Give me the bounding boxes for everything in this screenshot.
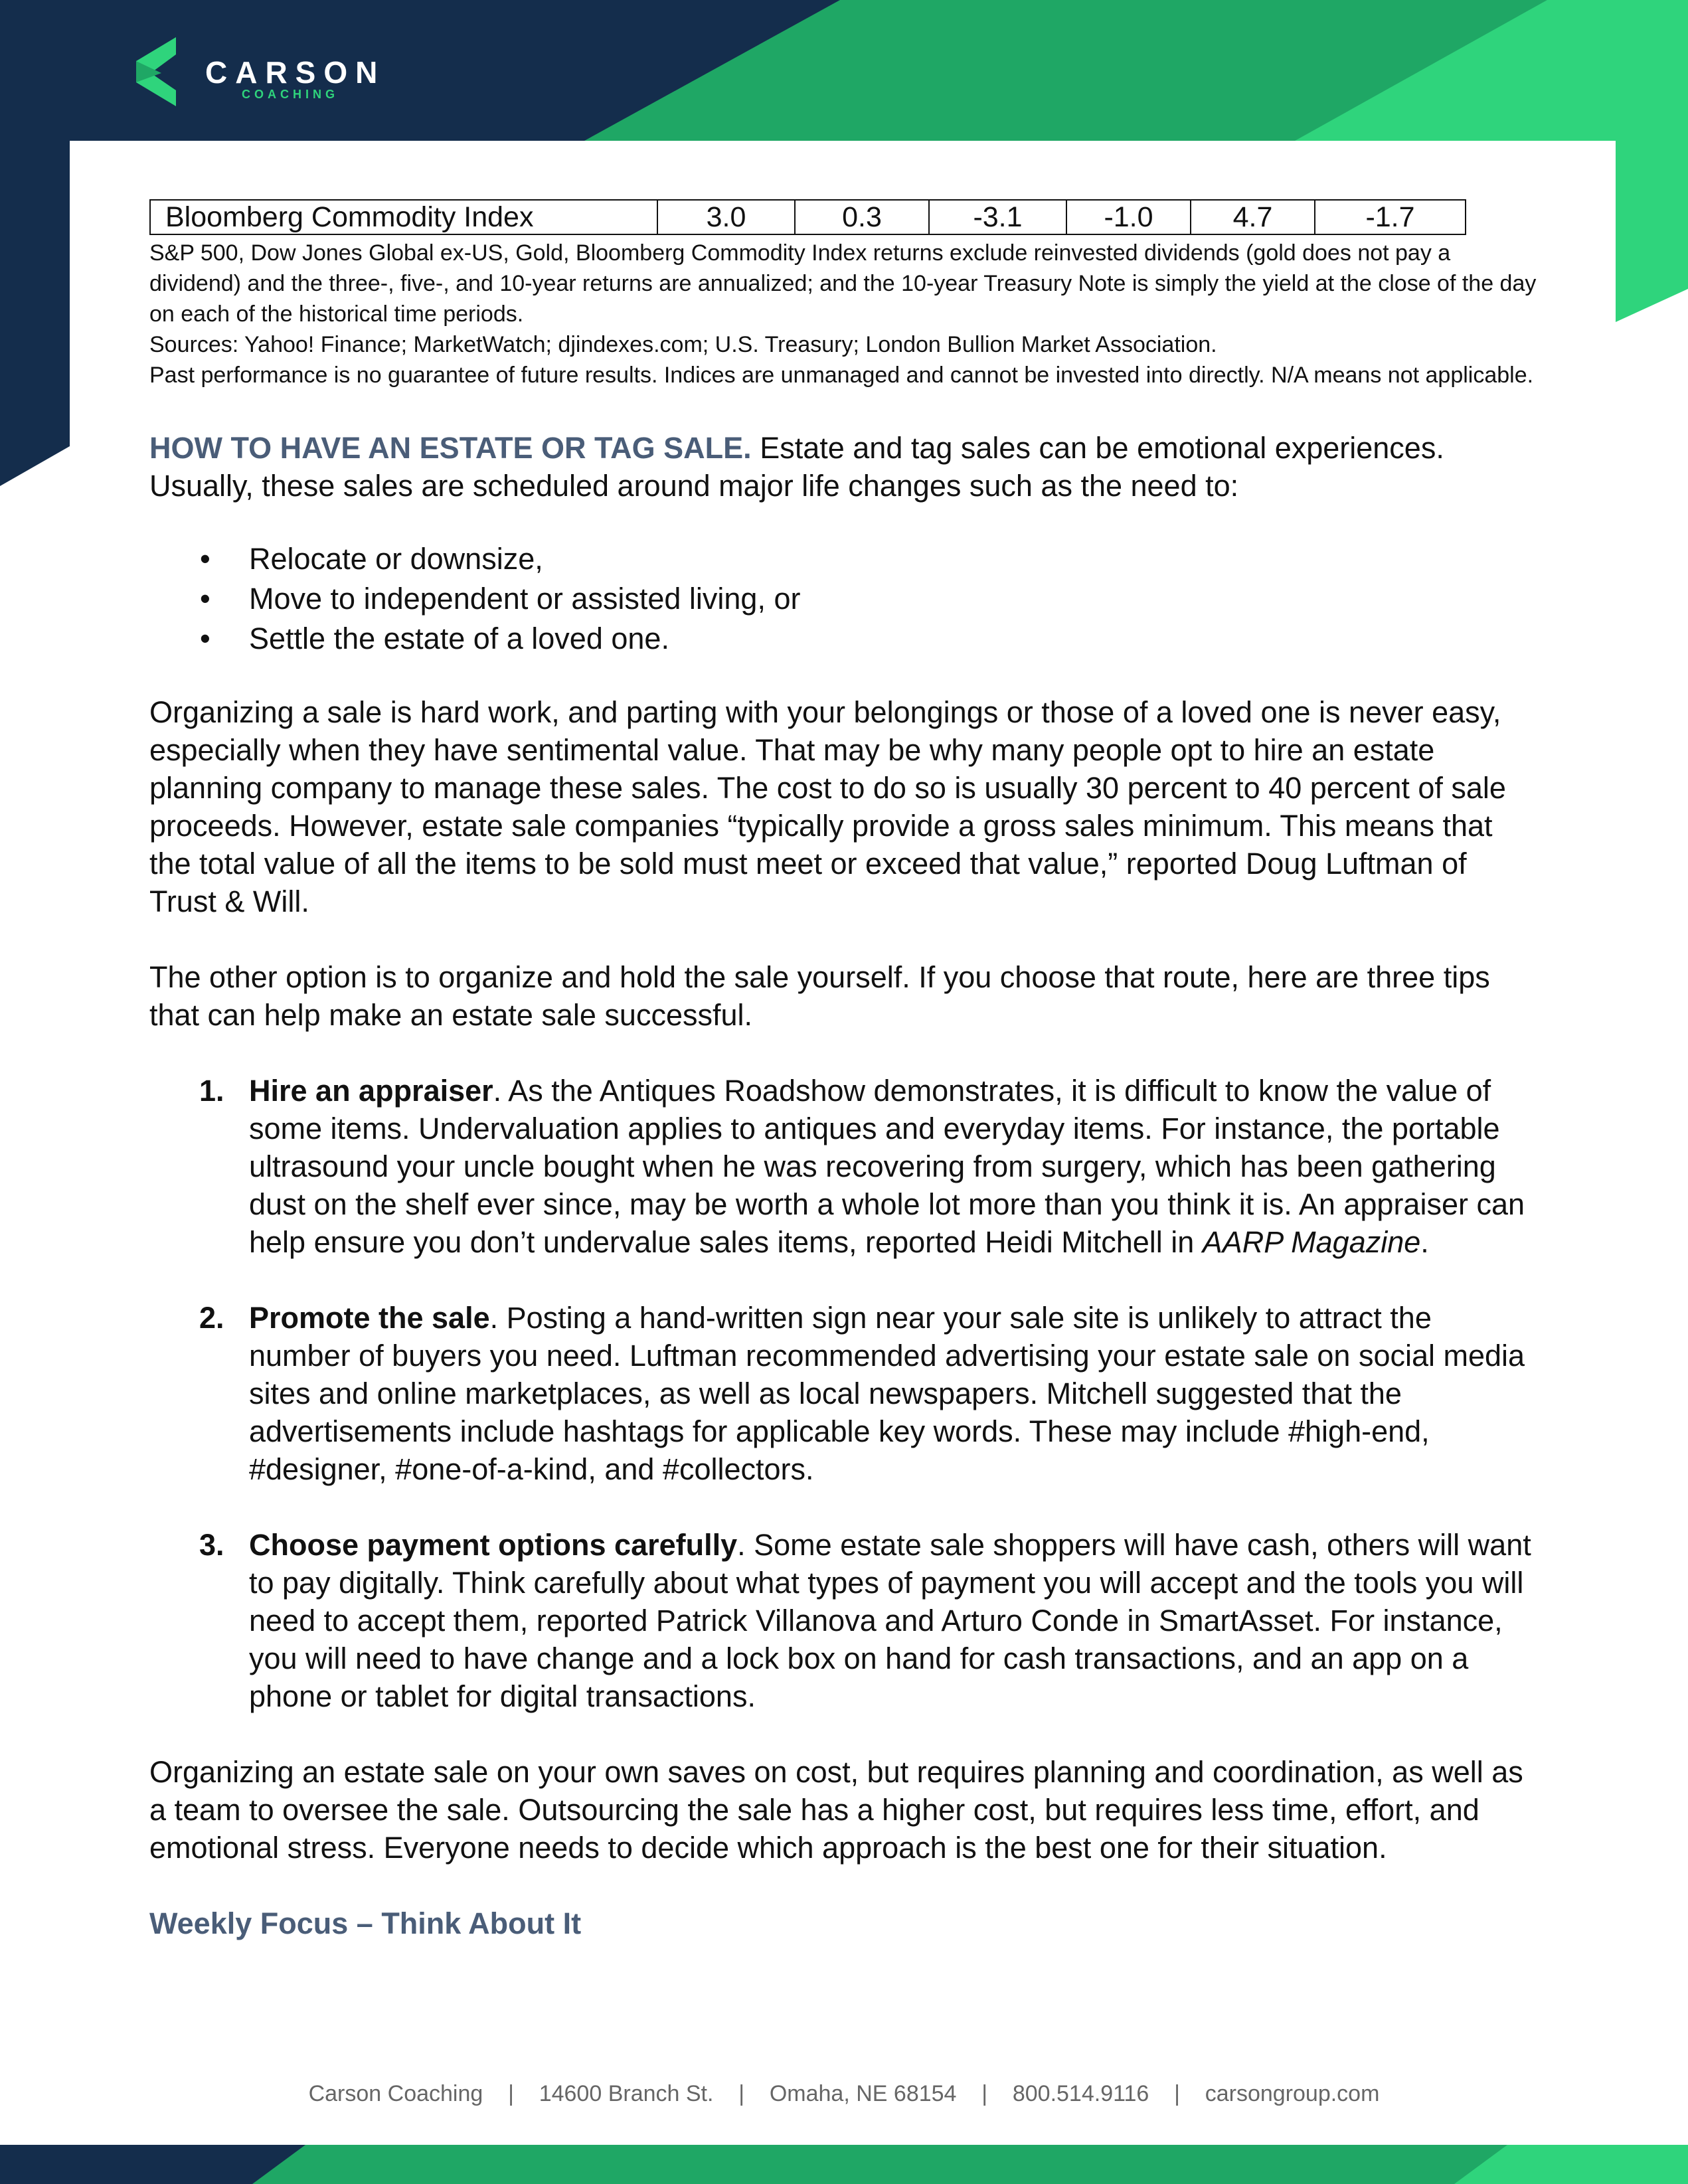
tip-item [149, 1072, 1537, 1261]
tip-number: 1. [199, 1074, 224, 1108]
returns-table [149, 199, 1466, 235]
article-heading: HOW TO HAVE AN ESTATE OR TAG SALE. [149, 431, 752, 465]
chevron-logo-icon [136, 35, 189, 108]
list-item-text: Move to independent or assisted living, or [249, 582, 801, 616]
table-notes [149, 238, 1537, 390]
tip-text: . As the Antiques Roadshow demonstrates, it is difficult to know the value of some items. Undervaluation applies to antiques and everyday items. For instance, the portable ultrasound your uncle bought when he was recovering from surgery, which has been gathering dust on the shelf ever since, may be worth a whole lot more than you think it is. An appraiser can help ensure you don’t undervalue sales items, reported Heidi Mitchell in [249, 1074, 1525, 1259]
paragraph-hire-company: Organizing a sale is hard work, and parting with your belongings or those of a loved one is never easy, especially when they have sentimental value. That may be why many people opt to hire an estate planning company to manage these sales. The cost to do so is usually 30 percent to 40 percent of sale proceeds. However, estate sale companies “typically provide a gross sales minimum. This means that the total value of all the items to be sold must meet or exceed that value,” reported Doug Luftman of Trust & Will. [149, 695, 1506, 918]
table-cell: -3.1 [929, 200, 1066, 234]
document-content [149, 199, 1537, 1942]
list-item-text: Relocate or downsize, [249, 542, 543, 576]
tip-source: AARP Magazine [1202, 1225, 1421, 1259]
tip-title: Promote the sale [249, 1301, 490, 1335]
right-green-strip [1616, 141, 1688, 322]
tip-number: 3. [199, 1528, 224, 1562]
table-row-label: Bloomberg Commodity Index [150, 200, 657, 234]
tip-title: Choose payment options carefully [249, 1528, 738, 1562]
disclaimer-note: Past performance is no guarantee of future results. Indices are unmanaged and cannot be invested into directly. N/A means not applicable. [149, 363, 1534, 388]
returns-footnote: S&P 500, Dow Jones Global ex-US, Gold, Bloomberg Commodity Index returns exclude reinvested dividends (gold does not pay a dividend) and the three-, five-, and 10-year returns are annualized; and the 10-year Treasury Note is simply the yield at the close of the day on each of the historical time periods. [149, 240, 1537, 327]
table-cell: 3.0 [657, 200, 795, 234]
tip-title: Hire an appraiser [249, 1074, 493, 1108]
paragraph-diy-option: The other option is to organize and hold the sale yourself. If you choose that route, here are three tips that can help make an estate sale successful. [149, 960, 1490, 1032]
list-item [149, 619, 1537, 659]
table-cell: 0.3 [795, 200, 929, 234]
list-item-text: Settle the estate of a loved one. [249, 622, 669, 655]
bullet-icon: • [200, 582, 211, 616]
paragraph-conclusion: Organizing an estate sale on your own saves on cost, but requires planning and coordination, as well as a team to oversee the sale. Outsourcing the sale has a higher cost, but requires less time, effort, and emotional stress. Everyone needs to decide which approach is the best one for their situation. [149, 1755, 1523, 1865]
tip-end: . [1420, 1225, 1429, 1259]
table-cell: 4.7 [1191, 200, 1315, 234]
bullet-list [149, 539, 1537, 659]
carson-coaching-logo [136, 35, 402, 108]
tip-number: 2. [199, 1301, 224, 1335]
bullet-icon: • [200, 622, 211, 655]
article-intro [149, 429, 1537, 505]
list-item [149, 539, 1537, 579]
tip-text: . Some estate sale shoppers will have cash, others will want to pay digitally. Think carefully about what types of payment you will accept and the tools you will need to accept them, reported Patrick Villanova and Arturo Conde in SmartAsset. For instance, you will need to have change and a lock box on hand for cash transactions, and an app on a phone or tablet for digital transactions. [249, 1528, 1531, 1713]
table-cell: -1.0 [1066, 200, 1191, 234]
table-cell: -1.7 [1315, 200, 1466, 234]
weekly-focus-heading: Weekly Focus – Think About It [149, 1906, 582, 1940]
tip-item [149, 1299, 1537, 1488]
sources-note: Sources: Yahoo! Finance; MarketWatch; djindexes.com; U.S. Treasury; London Bullion Market Association. [149, 332, 1217, 357]
bullet-icon: • [200, 542, 211, 576]
tips-list [149, 1072, 1537, 1715]
tip-item [149, 1526, 1537, 1715]
list-item [149, 579, 1537, 619]
article-intro-text: Estate and tag sales can be emotional experiences. Usually, these sales are scheduled around major life changes such as the need to: [149, 431, 1444, 503]
table-row [150, 200, 1466, 234]
tip-text: . Posting a hand-written sign near your sale site is unlikely to attract the number of buyers you need. Luftman recommended advertising your estate sale on social media sites and online marketplaces, as well as local newspapers. Mitchell suggested that the advertisements include hashtags for applicable key words. These may include #high-end, #designer, #one-of-a-kind, and #collectors. [249, 1301, 1525, 1486]
left-navy-strip [0, 141, 70, 486]
logo-wordmark: CARSON [205, 55, 386, 90]
logo-subtitle: COACHING [242, 88, 339, 101]
footer-contact: Carson Coaching | 14600 Branch St. | Omaha, NE 68154 | 800.514.9116 | carsongroup.com [308, 2081, 1380, 2106]
